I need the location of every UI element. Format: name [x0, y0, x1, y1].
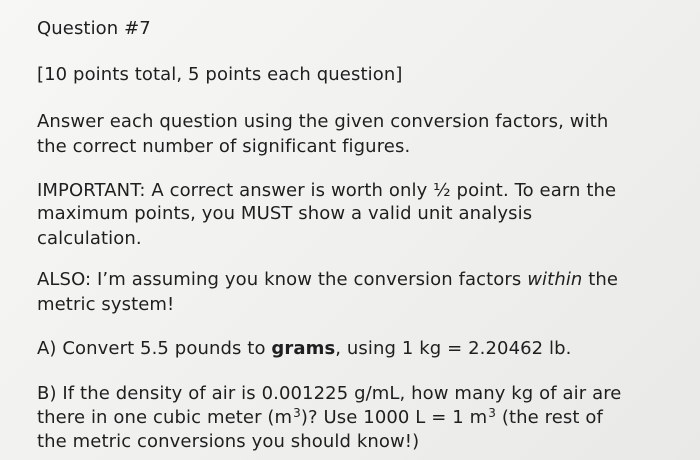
question-b-line-2-suffix: (the rest of [496, 407, 603, 428]
question-b-line-2-middle: )? Use 1000 L = 1 m [300, 407, 488, 428]
question-b-line-2 [37, 407, 603, 430]
instructions-line-1: Answer each question using the given conversion factors, with [37, 111, 609, 132]
superscript-3-second: 3 [488, 406, 497, 420]
also-line-1-italic: within [527, 269, 583, 290]
question-b-line-3: the metric conversions you should know!) [37, 431, 420, 452]
superscript-3-first: 3 [293, 406, 301, 420]
also-line-1-suffix: the [582, 269, 619, 290]
question-b-line-1: B) If the density of air is 0.001225 g/mL, how many kg of air are [37, 383, 622, 404]
important-line-1: IMPORTANT: A correct answer is worth only ½ point. To earn the [37, 180, 617, 201]
also-line-1 [37, 269, 618, 291]
question-a-bold-grams: grams [271, 338, 336, 359]
question-a-suffix: , using 1 kg = 2.20462 lb. [335, 338, 572, 359]
also-line-1-prefix: ALSO: I’m assuming you know the conversion factors [37, 269, 528, 290]
points-line: [10 points total, 5 points each question] [37, 64, 403, 85]
question-title: Question #7 [37, 18, 151, 39]
question-a-line [37, 338, 572, 360]
important-line-3: calculation. [37, 228, 142, 249]
also-line-2: metric system! [37, 294, 175, 315]
question-b-line-2-prefix: there in one cubic meter (m [37, 407, 293, 428]
question-a-prefix: A) Convert 5.5 pounds to [37, 338, 272, 359]
important-line-2: maximum points, you MUST show a valid unit analysis [37, 203, 533, 224]
instructions-line-2: the correct number of significant figures. [37, 136, 411, 157]
